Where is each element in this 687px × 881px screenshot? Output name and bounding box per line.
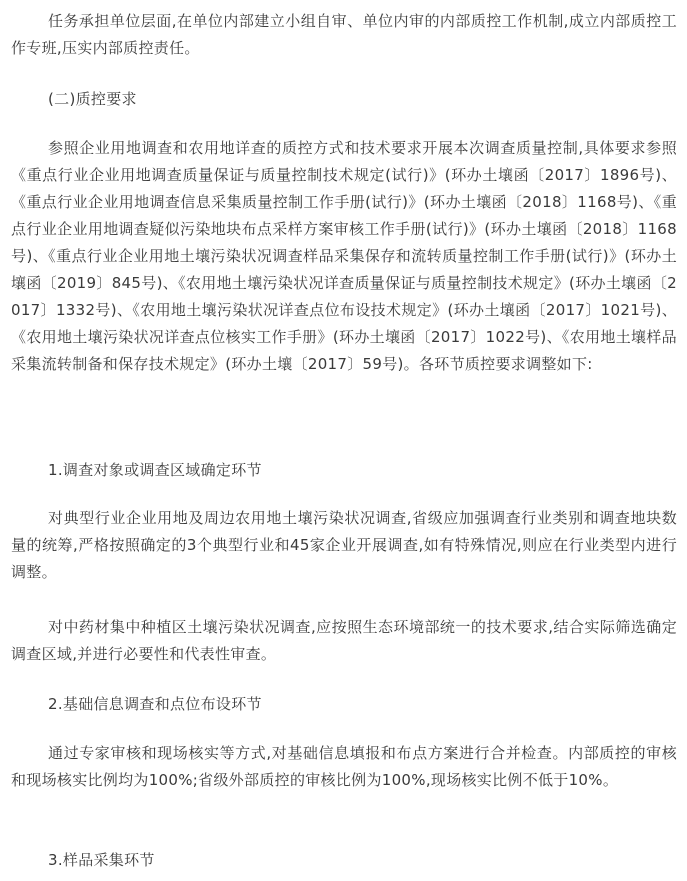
subheading-survey-target: 1.调查对象或调查区域确定环节 [48, 461, 262, 479]
paragraph-typical-industry: 对典型行业企业用地及周边农用地土壤污染状况调查,省级应加强调查行业类别和调查地块数量的统筹,严格按照确定的3个典型行业和45家企业开展调查,如有特殊情况,则应在行业类型内进行调整。 [11, 509, 677, 581]
subheading-sample-collection: 3.样品采集环节 [48, 851, 155, 869]
paragraph-reference-standards: 参照企业用地调查和农用地详查的质控方式和技术要求开展本次调查质量控制,具体要求参照《重点行业企业用地调查质量保证与质量控制技术规定(试行)》(环办土壤函〔2017〕1896号)、《重点行业企业用地调查信息采集质量控制工作手册(试行)》(环办土壤函〔2018〕1168号)、《重点行业企业用地调查疑似污染地块布点采样方案审核工作手册(试行)》(环办土壤函〔2018〕1168号)、《重点行业企业用地土壤污染状况调查样品采集保存和流转质量控制工作手册(试行)》(环办土壤函〔2019〕845号)、《农用地土壤污染状况详查质量保证与质量控制技术规定》(环办土壤函〔2017〕1332号)、《农用地土壤污染状况详查点位布设技术规定》(环办土壤函〔2017〕1021号)、《农用地土壤污染状况详查点位核实工作手册》(环办土壤函〔2017〕1022号)、《农用地土壤样品采集流转制备和保存技术规定》(环办土壤〔2017〕59号)。各环节质控要求调整如下: [11, 139, 677, 373]
paragraph-internal-qc: 任务承担单位层面,在单位内部建立小组自审、单位内审的内部质控工作机制,成立内部质控工作专班,压实内部质控责任。 [11, 12, 677, 57]
paragraph-expert-review: 通过专家审核和现场核实等方式,对基础信息填报和布点方案进行合并检查。内部质控的审核和现场核实比例均为100%;省级外部质控的审核比例为100%,现场核实比例不低于10%。 [11, 744, 677, 789]
section-heading-qc-requirements: (二)质控要求 [48, 90, 137, 108]
subheading-basic-info: 2.基础信息调查和点位布设环节 [48, 695, 262, 713]
paragraph-herb-planting: 对中药材集中种植区土壤污染状况调查,应按照生态环境部统一的技术要求,结合实际筛选确定调查区域,并进行必要性和代表性审查。 [11, 618, 677, 663]
